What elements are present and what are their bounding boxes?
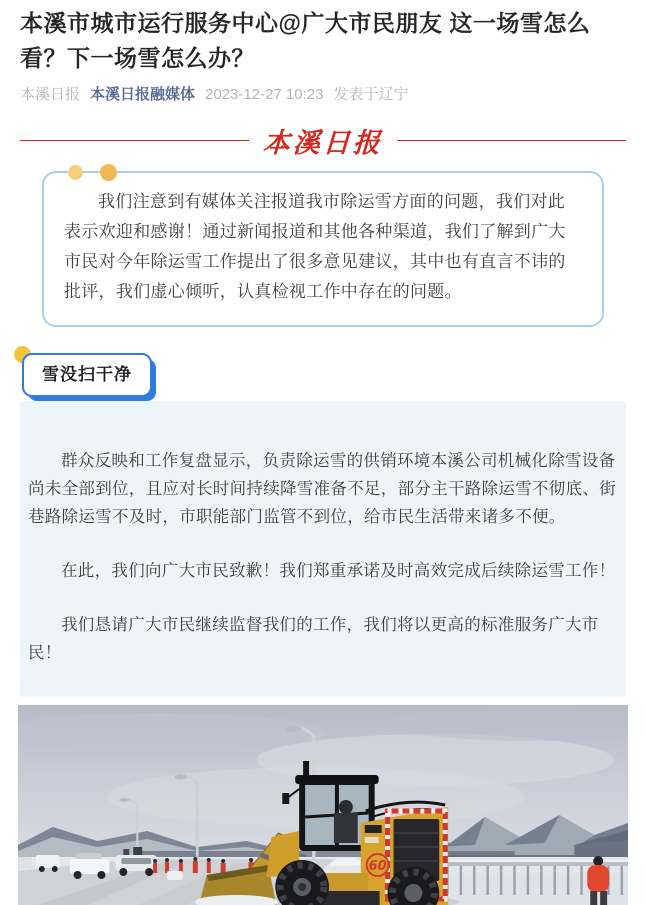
- byline-timestamp: 2023-12-27 10:23: [205, 86, 324, 103]
- byline-source: 本溪日报: [20, 86, 81, 103]
- article-photo[interactable]: [18, 705, 628, 905]
- article-body-panel: [20, 401, 626, 697]
- masthead-rule-right: [397, 140, 626, 141]
- quote-dot-icon: [68, 165, 83, 180]
- quote-dot-icon: [100, 164, 117, 181]
- quote-text: 我们注意到有媒体关注报道我市除运雪方面的问题，我们对此表示欢迎和感谢！通过新闻报道和其他各种渠道，我们了解到广大市民对今年除运雪工作提出了很多意见建议，其中也有直言不讳的批评，我们虚心倾听，认真检视工作中存在的问题。: [64, 192, 566, 301]
- masthead-divider: [20, 125, 626, 159]
- byline: [20, 84, 626, 105]
- loader-60-marking: 60: [368, 858, 387, 875]
- article-title: 本溪市城市运行服务中心@广大市民朋友 这一场雪怎么看？下一场雪怎么办？: [20, 10, 591, 71]
- quote-box: [42, 171, 604, 327]
- body-paragraph: 群众反映和工作复盘显示，负责除运雪的供销环境本溪公司机械化除雪设备尚未全部到位，且应对长时间持续降雪准备不足，部分主干路除运雪不彻底、街巷路除运雪不及时，市职能部门监管不到位，给市民生活带来诸多不便。: [28, 452, 616, 526]
- masthead-logo: 本溪日报: [262, 127, 384, 159]
- body-paragraph: 我们恳请广大市民继续监督我们的工作，我们将以更高的标准服务广大市民！: [28, 616, 599, 662]
- byline-location: 发表于辽宁: [333, 86, 409, 103]
- byline-account-link[interactable]: 本溪日报融媒体: [90, 86, 196, 103]
- body-paragraph: 在此，我们向广大市民致歉！我们郑重承诺及时高效完成后续除运雪工作！: [61, 562, 616, 580]
- section-badge: [22, 353, 152, 397]
- masthead-rule-left: [20, 140, 249, 141]
- snow-loader-photo: [18, 705, 628, 905]
- section-badge-label: 雪没扫干净: [22, 353, 152, 397]
